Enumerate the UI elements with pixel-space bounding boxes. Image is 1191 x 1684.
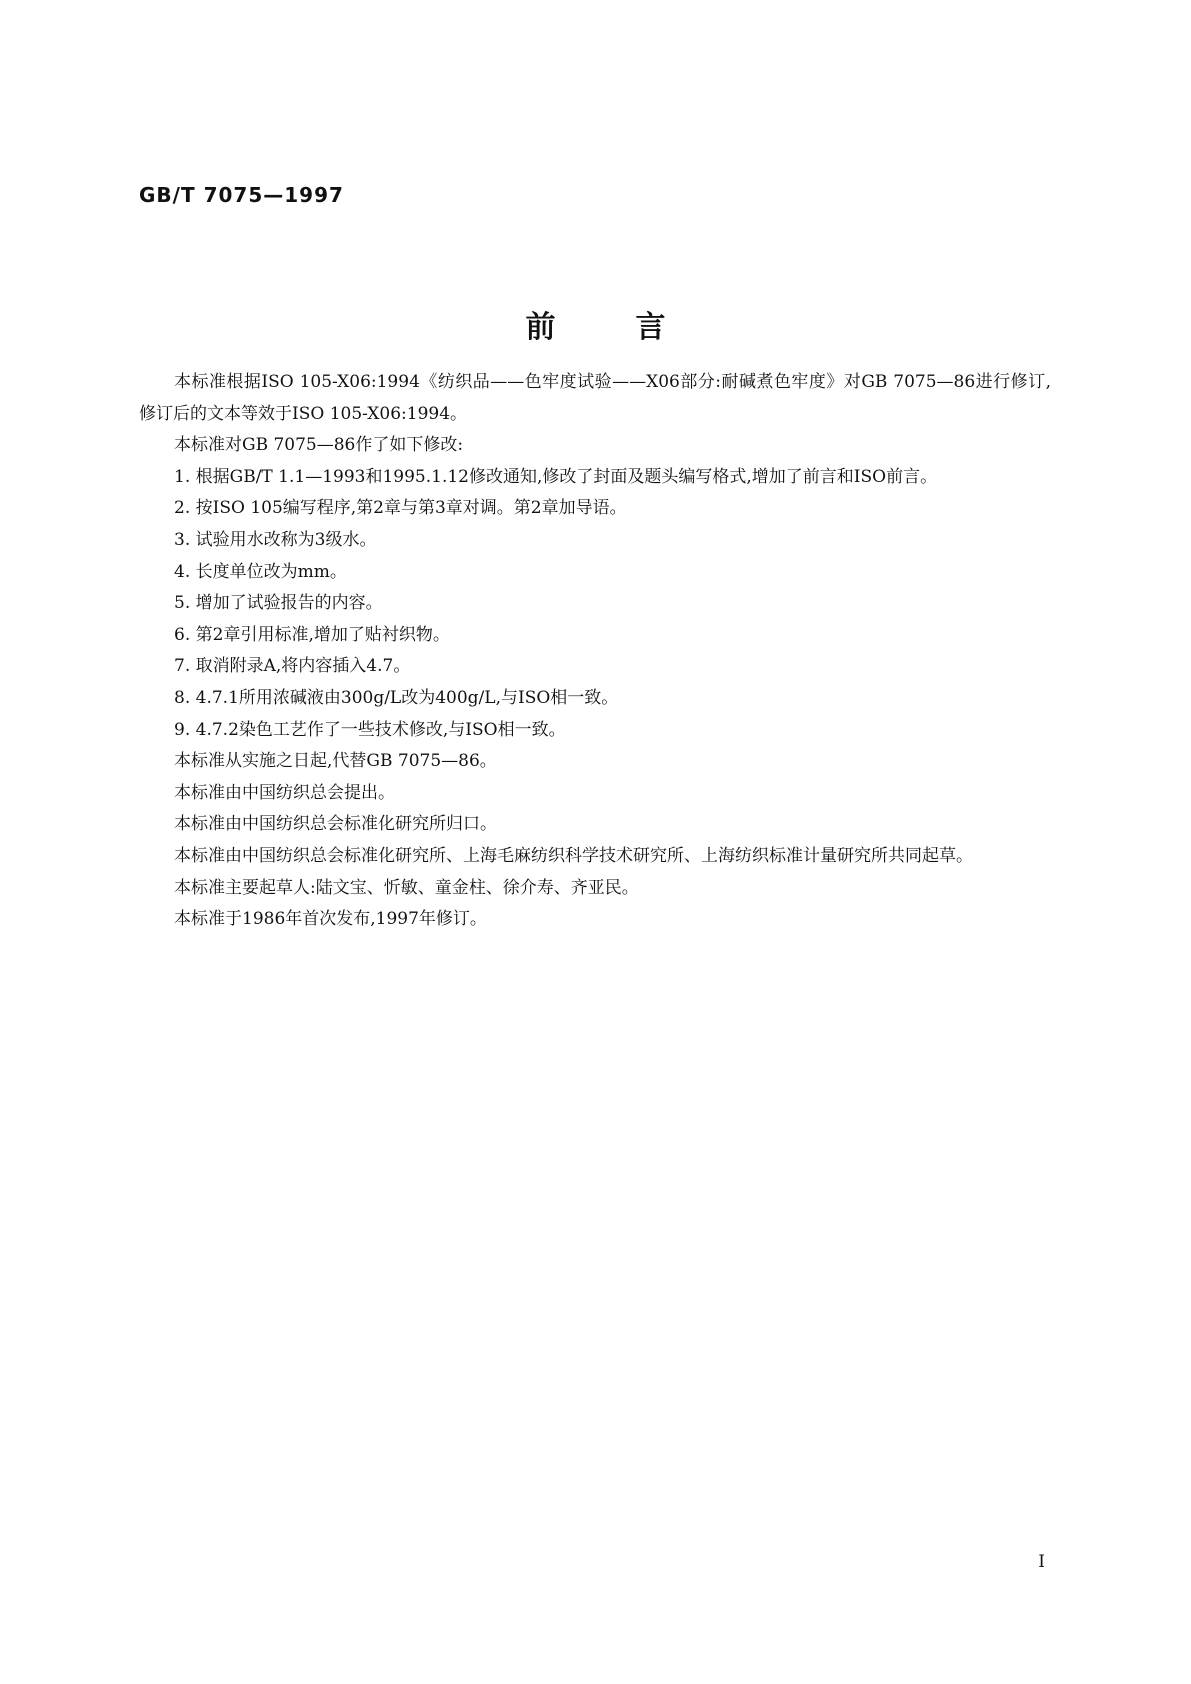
paragraph: 本标准从实施之日起,代替GB 7075—86。 [174, 751, 497, 772]
list-item: 9. 4.7.2染色工艺作了一些技术修改,与ISO相一致。 [174, 719, 566, 740]
paragraph: 本标准主要起草人:陆文宝、忻敏、童金柱、徐介寿、齐亚民。 [174, 877, 639, 898]
list-item: 8. 4.7.1所用浓碱液由300g/L改为400g/L,与ISO相一致。 [174, 687, 619, 708]
paragraph: 本标准于1986年首次发布,1997年修订。 [174, 909, 487, 930]
list-item: 6. 第2章引用标准,增加了贴衬织物。 [174, 624, 450, 645]
paragraph: 本标准由中国纺织总会标准化研究所、上海毛麻纺织科学技术研究所、上海纺织标准计量研究所共同起草。 [174, 845, 973, 866]
preface-body [139, 367, 1051, 936]
list-item: 5. 增加了试验报告的内容。 [174, 593, 383, 614]
page-number: I [1038, 1552, 1045, 1572]
list-item: 2. 按ISO 105编写程序,第2章与第3章对调。第2章加导语。 [174, 498, 627, 519]
list-item: 3. 试验用水改称为3级水。 [174, 529, 377, 550]
list-item: 1. 根据GB/T 1.1—1993和1995.1.12修改通知,修改了封面及题头编写格式,增加了前言和ISO前言。 [174, 466, 938, 487]
paragraph: 本标准对GB 7075—86作了如下修改: [174, 435, 464, 456]
paragraph: 本标准由中国纺织总会标准化研究所归口。 [174, 814, 497, 835]
paragraph: 本标准根据ISO 105-X06:1994《纺织品——色牢度试验——X06部分:耐碱煮色牢度》对GB 7075—86进行修订,修订后的文本等效于ISO 105-X06:1994。 [139, 372, 1051, 424]
page-title: 前言 [525, 310, 746, 345]
list-item: 4. 长度单位改为mm。 [174, 561, 347, 582]
paragraph: 本标准由中国纺织总会提出。 [174, 782, 395, 803]
standard-code: GB/T 7075—1997 [139, 183, 344, 207]
list-item: 7. 取消附录A,将内容插入4.7。 [174, 656, 411, 677]
